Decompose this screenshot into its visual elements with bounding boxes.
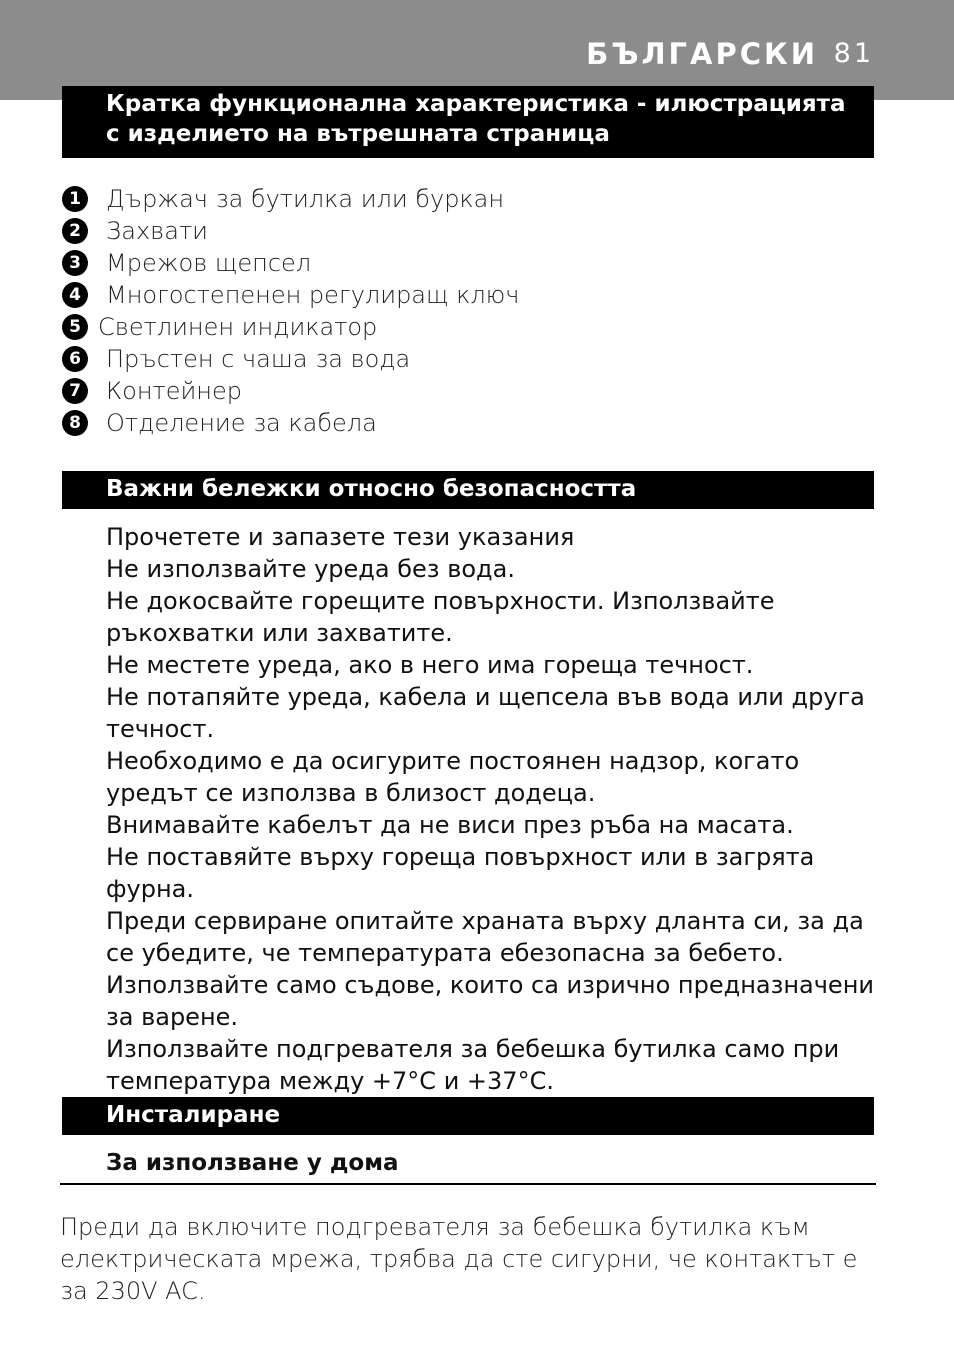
feature-item: [62, 183, 519, 215]
safety-notes: [106, 521, 886, 1097]
number-2-icon: 2: [62, 218, 88, 244]
language-label: БЪЛГАРСКИ: [586, 37, 818, 71]
safety-note: Не докосвайте горещите повърхности. Използвайте ръкохватки или захватите.: [106, 587, 775, 647]
number-1-icon: 1: [62, 186, 88, 212]
feature-label: Мрежов щепсел: [106, 249, 312, 277]
safety-note: Не местете уреда, ако в него има гореща течност.: [106, 651, 754, 679]
safety-note: Използвайте само съдове, които са изрично предназначени за варене.: [106, 971, 874, 1031]
number-7-icon: 7: [62, 378, 88, 404]
home-use-subheading: За използване у дома: [106, 1150, 399, 1176]
feature-item: [62, 375, 519, 407]
safety-note: Прочетете и запазете тези указания: [106, 523, 575, 551]
safety-note: Използвайте подгревателя за бебешка бутилка само при температура между +7°C и +37°C.: [106, 1035, 840, 1095]
feature-label: Пръстен с чаша за вода: [106, 345, 411, 373]
number-5-icon: 5: [62, 314, 88, 340]
installation-section-heading: [62, 1097, 874, 1135]
feature-item: [62, 215, 519, 247]
feature-item: [62, 247, 519, 279]
intro-section-heading: [62, 86, 874, 158]
number-3-icon: 3: [62, 250, 88, 276]
installation-heading-text: Инсталиране: [106, 1102, 281, 1128]
feature-label: Захвати: [106, 217, 208, 245]
intro-heading-line-1: Кратка функционална характеристика - илюстрацията: [106, 91, 846, 117]
number-4-icon: 4: [62, 282, 88, 308]
installation-body-text: Преди да включите подгревателя за бебешка бутилка към електрическата мрежа, трябва да сте сигурни, че контактът е за 230V AC.: [60, 1213, 858, 1305]
feature-label: Отделение за кабела: [106, 409, 377, 437]
feature-item: [62, 407, 519, 439]
safety-heading-text: Важни бележки относно безопасността: [106, 476, 637, 502]
safety-note: Внимавайте кабелът да не виси през ръба на масата.: [106, 811, 794, 839]
feature-item: [62, 311, 519, 343]
number-6-icon: 6: [62, 346, 88, 372]
page-header: [0, 0, 954, 100]
intro-heading-line-2: с изделието на вътрешната страница: [106, 121, 610, 147]
safety-section-heading: [62, 471, 874, 509]
feature-item: [62, 343, 519, 375]
safety-note: Не потапяйте уреда, кабела и щепсела във вода или друга течност.: [106, 683, 865, 743]
safety-note: Преди сервиране опитайте храната върху дланта си, за да се убедите, че температурата ебезопасна за бебето.: [106, 907, 864, 967]
feature-list: [62, 183, 519, 439]
feature-label: Многостепенен регулиращ ключ: [106, 281, 520, 309]
safety-note: Необходимо е да осигурите постоянен надзор, когато уредът се използва в близост додеца.: [106, 747, 800, 807]
page-number: 81: [833, 38, 874, 69]
feature-label: Държач за бутилка или буркан: [106, 185, 505, 213]
safety-note: Не използвайте уреда без вода.: [106, 555, 515, 583]
feature-label: Контейнер: [106, 377, 242, 405]
feature-item: [62, 279, 519, 311]
safety-note: Не поставяйте върху гореща повърхност или в загрята фурна.: [106, 843, 815, 903]
subheading-divider: [60, 1183, 876, 1185]
feature-label: Светлинен индикатор: [98, 313, 378, 341]
number-8-icon: 8: [62, 410, 88, 436]
